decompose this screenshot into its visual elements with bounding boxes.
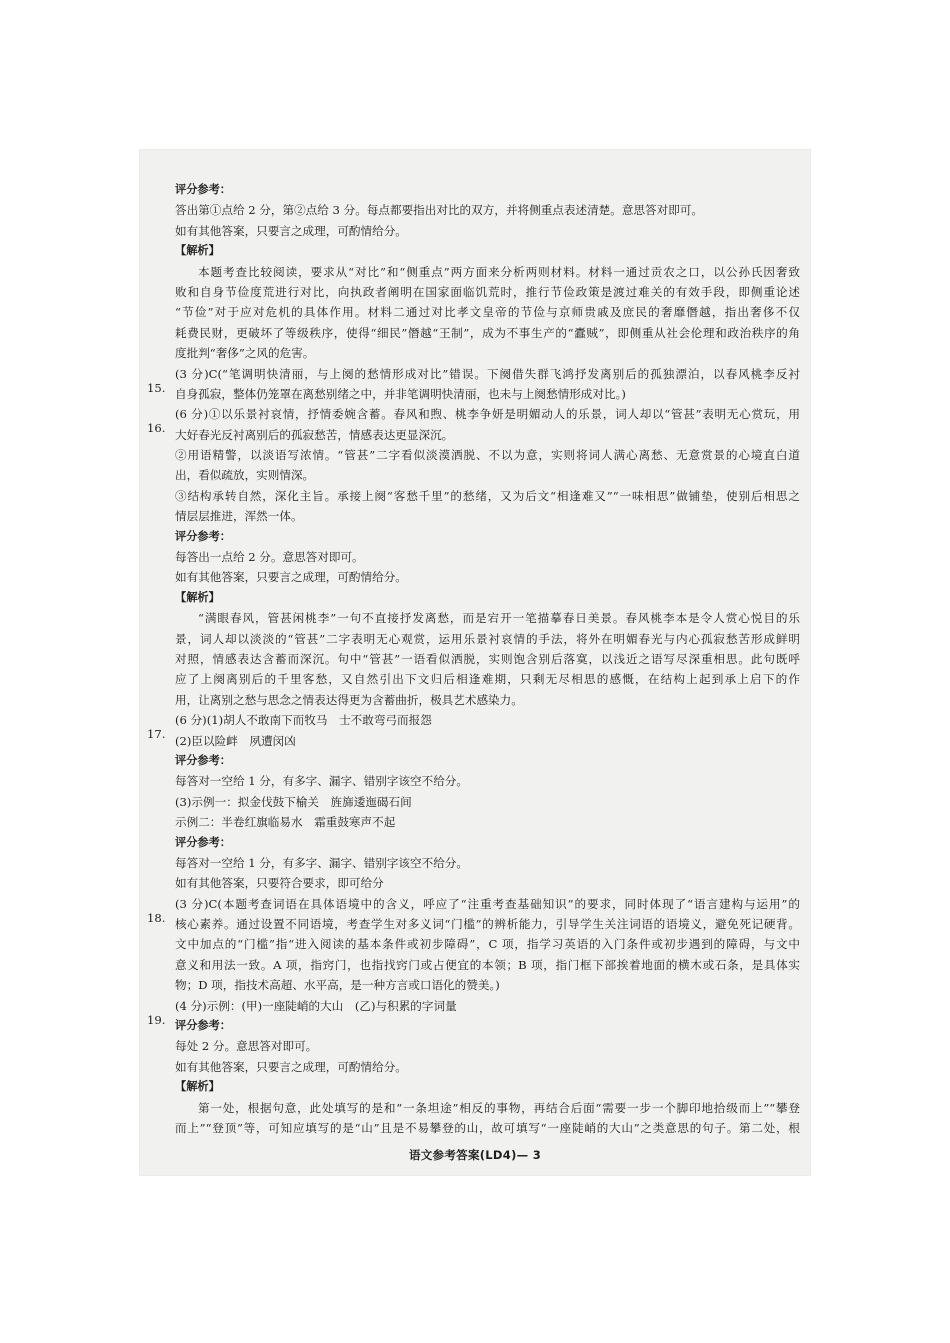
section-heading — [175, 833, 800, 853]
text-line — [175, 690, 800, 710]
text-line — [175, 873, 800, 893]
line-text: 评分参考： — [175, 835, 231, 849]
text-line — [175, 771, 800, 791]
line-text: (2)臣以险衅 夙遭闵凶 — [175, 733, 296, 748]
answer-key-body — [147, 180, 800, 1138]
text-line — [175, 975, 800, 995]
text-line — [175, 955, 800, 975]
line-text: 如有其他答案，只要言之成理，可酌情给分。 — [175, 1059, 407, 1074]
text-line — [175, 221, 800, 241]
text-line — [175, 302, 800, 322]
text-line — [175, 1118, 800, 1138]
line-text: 核心素养。通过设置不同语境，考查学生对多义词“门槛”的辨析能力，引导学生关注词语的语境义，避免死记硬背。 — [175, 917, 800, 932]
line-text: 度批判“奢侈”之风的危害。 — [175, 346, 315, 361]
line-text: (6 分)(1)胡人不敢南下而牧马 士不敢弯弓而报怨 — [175, 713, 432, 728]
line-text: 意义和用法一致。A 项，指窍门，也指找窍门或占便宜的本领；B 项，指门框下部挨着地面的横木或石条，是具体实 — [175, 957, 800, 972]
line-text: 答出第①点给 2 分，第②点给 3 分。每点都要指出对比的双方，并将侧重点表述清楚。意思答对即可。 — [175, 203, 704, 218]
line-text: 每处 2 分。意思答对即可。 — [175, 1039, 318, 1054]
line-text: 评分参考： — [175, 183, 231, 196]
line-text: “满眼春风，管甚闲桃李”一句不直接抒发离愁，而是宕开一笔描摹春日美景。春风桃李本是令人赏心悦目的乐 — [198, 611, 800, 626]
line-text: “节俭”对于应对危机的具体作用。材料二通过对比孝文皇帝的节俭与京师贵戚及庶民的奢靡僭越，指出奢侈不仅 — [175, 305, 800, 320]
line-text: 如有其他答案，只要符合要求，即可给分 — [175, 876, 384, 891]
text-line — [175, 669, 800, 689]
text-line — [175, 731, 800, 751]
line-text: 情层层推进，浑然一体。 — [175, 509, 303, 524]
text-line — [175, 486, 800, 506]
text-line — [175, 934, 800, 954]
page-footer: 语文参考答案(LD4)— 3 — [408, 1148, 542, 1162]
line-text: 应了上阕离别后的千里客愁，又自然引出下文归后相逢难期，只剩无尽相思的感慨，在结构上起到承上启下的作 — [175, 672, 800, 687]
line-text: 评分参考： — [175, 753, 231, 767]
text-line — [175, 853, 800, 873]
line-text: 如有其他答案，只要言之成理，可酌情给分。 — [175, 570, 407, 585]
section-heading — [175, 588, 800, 608]
section-heading — [175, 241, 800, 261]
text-line — [175, 649, 800, 669]
question-number: 17. — [147, 727, 166, 742]
text-line — [175, 1036, 800, 1056]
text-line — [175, 629, 800, 649]
line-text: 示例二：半卷红旗临易水 霜重鼓寒声不起 — [175, 815, 396, 830]
text-line — [175, 547, 800, 567]
text-line — [175, 1057, 800, 1077]
line-text: (3)示例一：拟金伐鼓下榆关 旌旆逶迤碣石间 — [175, 794, 412, 809]
line-text: 【解析】 — [175, 244, 220, 258]
section-heading — [175, 527, 800, 547]
line-text: 而上”“登顶”等，可知应填写的是“山”且是不易攀登的山，故可填写“一座陡峭的大山”之类意思的句子。第二处，根 — [175, 1120, 800, 1135]
text-line — [175, 425, 800, 445]
line-text: 评分参考： — [175, 529, 231, 543]
line-text: (4 分)示例：(甲)一座陡峭的大山 (乙)与积累的字词量 — [175, 998, 457, 1013]
text-line — [175, 445, 800, 465]
text-line — [175, 914, 800, 934]
text-line — [175, 262, 800, 282]
line-text: 每答对一空给 1 分，有多字、漏字、错别字该空不给分。 — [175, 774, 468, 789]
line-text: 出，看似疏放，实则情深。 — [175, 468, 315, 483]
text-line — [175, 343, 800, 363]
text-line — [175, 282, 800, 302]
line-text: ②用语精警，以淡语写浓情。“管甚”二字看似淡漠洒脱、不以为意，实则将词人满心离愁、无意赏景的心境直白道 — [175, 448, 800, 463]
text-line — [175, 200, 800, 220]
line-text: 物；D 项，指技术高超、水平高，是一种方言或口语化的赞美。) — [175, 978, 500, 993]
line-text: 第一处，根据句意，此处填写的是和“一条坦途”相反的事物，再结合后面“需要一步一个脚印地拾级而上”“攀登 — [198, 1100, 800, 1115]
text-line — [175, 792, 800, 812]
line-text: 评分参考： — [175, 1019, 231, 1033]
text-line — [175, 608, 800, 628]
line-text: ③结构承转自然，深化主旨。承接上阕“客愁千里”的愁绪，又为后文“相逢难又”“一味相思”做铺垫，使别后相思之 — [175, 488, 800, 503]
line-text: 耗费民财，更破坏了等级秩序，使得“细民”僭越“王制”，成为不事生产的“蠹贼”，即侧重从社会伦理和政治秩序的角 — [175, 325, 800, 340]
line-text: 文中加点的“门槛”指“进入阅读的基本条件或初步障碍”，C 项，指学习英语的入门条件或初步遇到的障碍，与文中 — [175, 937, 800, 952]
line-text: 每答对一空给 1 分，有多字、漏字、错别字该空不给分。 — [175, 855, 468, 870]
section-heading — [175, 1016, 800, 1036]
text-line — [175, 506, 800, 526]
text-line — [175, 812, 800, 832]
text-line — [175, 1098, 800, 1118]
line-text: 如有其他答案，只要言之成理，可酌情给分。 — [175, 223, 407, 238]
line-text: 【解析】 — [175, 590, 220, 604]
line-text: 本题考查比较阅读，要求从“对比”和“侧重点”两方面来分析两则材料。材料一通过贡农之口，以公孙氏因奢致 — [198, 264, 800, 279]
question-number: 19. — [147, 1012, 166, 1027]
line-text: (3 分)C(本题考查词语在具体语境中的含义，呼应了“注重考查基础知识”的要求，同时体现了“语言建构与运用”的 — [175, 896, 800, 911]
question-number: 15. — [147, 380, 166, 395]
text-line — [175, 323, 800, 343]
line-text: 对照，情感表达含蓄而深沉。句中“管甚”一语看似洒脱，实则饱含别后落寞，以浅近之语写尽深重相思。此句既呼 — [175, 651, 800, 666]
line-text: (3 分)C(“笔调明快清丽，与上阕的愁情形成对比”错误。下阕借失群飞鸿抒发离别后的孤独漂泊，以春风桃李反衬 — [175, 366, 800, 381]
line-text: 用，让离别之愁与思念之情表达得更为含蓄曲折，极具艺术感染力。 — [175, 692, 523, 707]
line-text: 败和自身节俭度荒进行对比，向执政者阐明在国家面临饥荒时，推行节俭政策是渡过难关的有效手段，即侧重论述 — [175, 284, 800, 299]
text-line — [175, 384, 800, 404]
text-line — [175, 567, 800, 587]
section-heading — [175, 1077, 800, 1097]
question-number: 16. — [147, 421, 166, 436]
line-text: 每答出一点给 2 分。意思答对即可。 — [175, 550, 364, 565]
question-number: 18. — [147, 910, 166, 925]
line-text: 景，词人却以淡淡的“管甚”二字表明无心观赏，运用乐景衬哀情的手法，将外在明媚春光与内心孤寂愁苦形成鲜明 — [175, 631, 800, 646]
section-heading — [175, 751, 800, 771]
line-text: (6 分)①以乐景衬哀情，抒情委婉含蓄。春风和煦、桃李争妍是明媚动人的乐景，词人却以“管甚”表明无心赏玩，用 — [175, 407, 800, 422]
line-text: 自身孤寂，整体仍笼罩在离愁别绪之中，并非笔调明快清丽，也未与上阕愁情形成对比。) — [175, 386, 626, 401]
section-heading — [175, 180, 800, 200]
line-text: 【解析】 — [175, 1080, 220, 1094]
line-text: 大好春光反衬离别后的孤寂愁苦，情感表达更显深沉。 — [175, 427, 454, 442]
text-line — [175, 465, 800, 485]
